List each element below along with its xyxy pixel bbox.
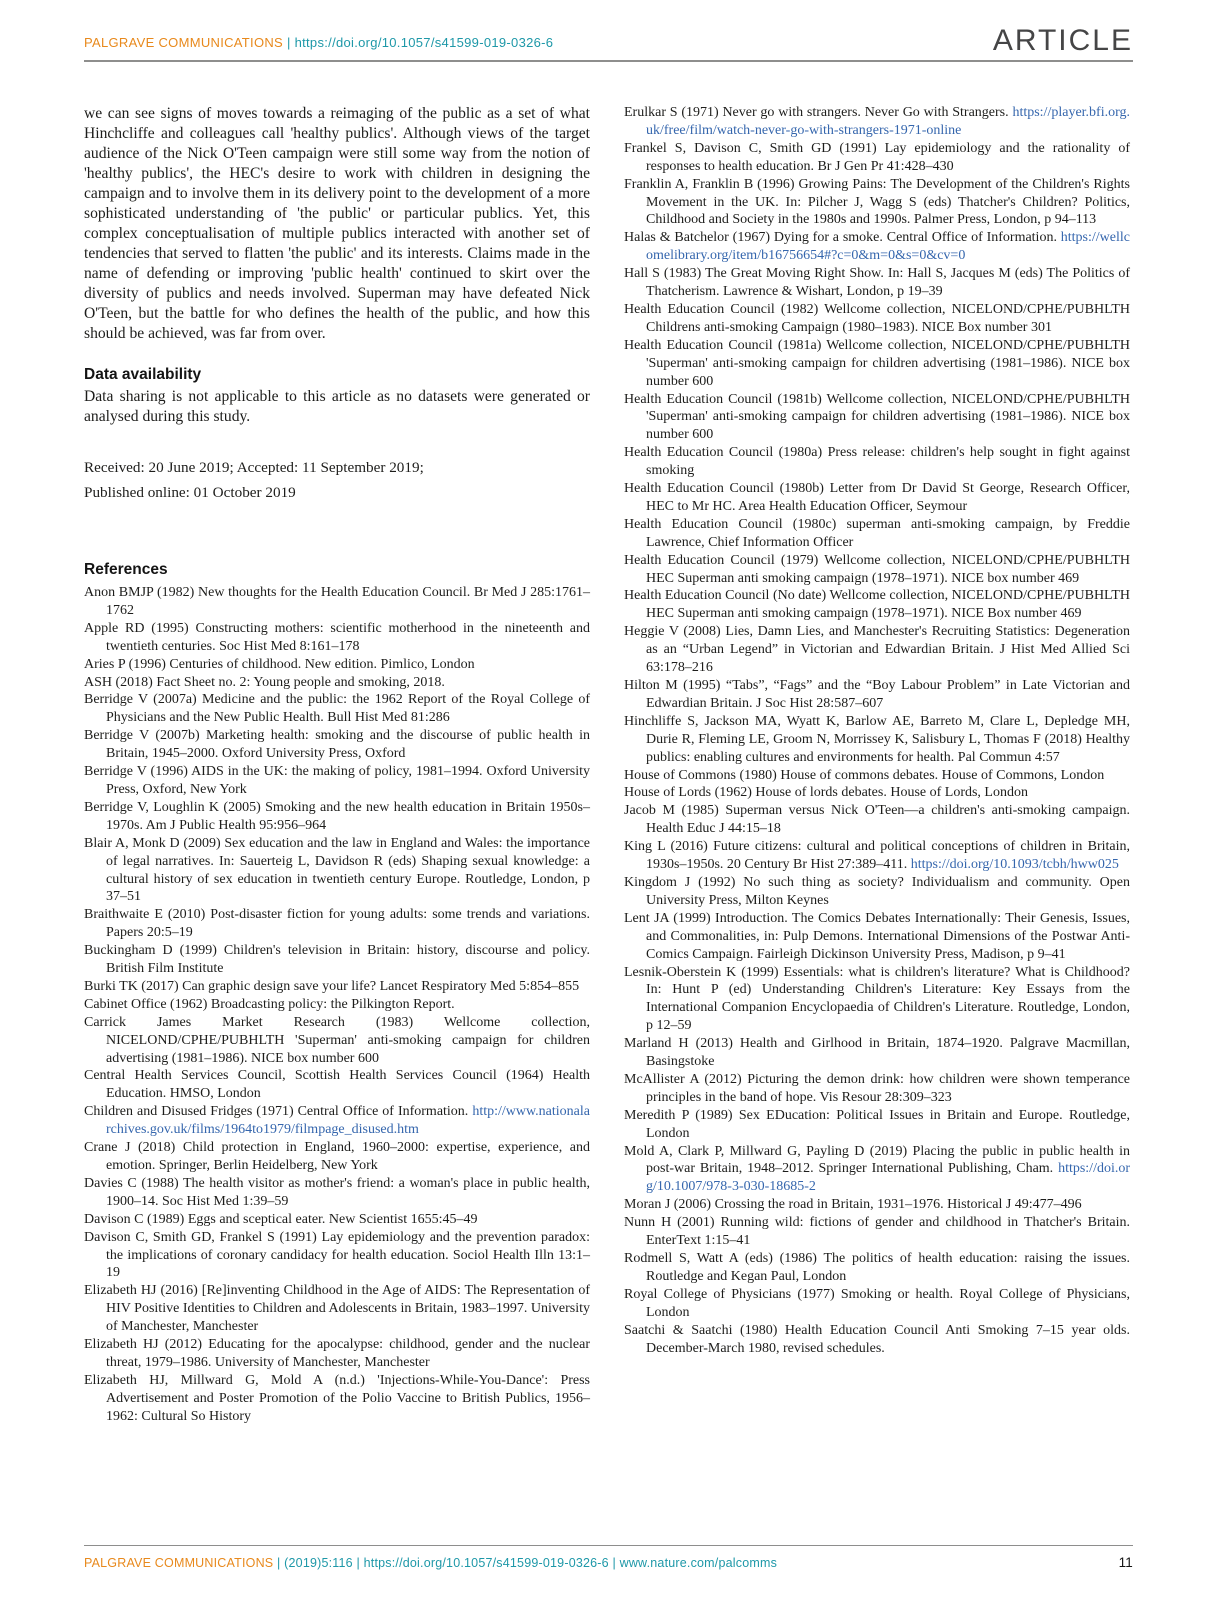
reference-link[interactable]: https://doi.org/10.1093/tcbh/hww025 [910,857,1119,873]
reference-item [624,874,1130,910]
reference-text: Saatchi & Saatchi (1980) Health Education Council Anti Smoking 7–15 year olds. December-March 1980, revised schedules. [624,1322,1130,1356]
reference-text: Lesnik-Oberstein K (1999) Essentials: what is children's literature? What is Childhood? In: Hunt P (ed) Understanding Children's Literature: Key Essays from the International Companion Encyclopaedia of Children's Literature. Routledge, London, p 12–59 [624,964,1130,1034]
reference-item [84,942,590,978]
reference-item [624,480,1130,516]
page-header [84,26,1133,56]
references-left-list [84,584,590,1426]
left-column [84,104,590,1426]
reference-text: Marland H (2013) Health and Girlhood in Britain, 1874–1920. Palgrave Macmillan, Basingstoke [624,1036,1130,1070]
reference-text: Apple RD (1995) Constructing mothers: scientific motherhood in the nineteenth and twentieth centuries. Soc Hist Med 8:161–178 [84,620,590,654]
reference-item [84,1336,590,1372]
reference-text: Frankel S, Davison C, Smith GD (1991) Lay epidemiology and the rationality of responses to health education. Br J Gen Pr 41:428–430 [624,140,1130,174]
reference-text: Berridge V (1996) AIDS in the UK: the making of policy, 1981–1994. Oxford University Press, Oxford, New York [84,764,590,797]
reference-text: Elizabeth HJ (2016) [Re]inventing Childhood in the Age of AIDS: The Representation of HIV Positive Identities to Children and Adolescents in Britain, 1983–1997. University of Manchester, Manchester [84,1283,590,1335]
reference-text: Davison C (1989) Eggs and sceptical eater. New Scientist 1655:45–49 [84,1211,478,1227]
reference-text: Halas & Batchelor (1967) Dying for a smoke. Central Office of Information. [624,230,1057,246]
reference-item [84,1372,590,1426]
reference-item [84,1211,590,1229]
reference-text: Carrick James Market Research (1983) Wellcome collection, NICELOND/CPHE/PUBHLTH 'Superman' anti-smoking campaign for children advertising (1981–1986). NICE box number 600 [84,1014,590,1066]
published-online-line: Published online: 01 October 2019 [84,484,296,501]
reference-item [84,835,590,907]
header-journal-line [84,35,553,56]
reference-item [624,140,1130,176]
reference-item [624,1322,1130,1358]
header-doi-link[interactable]: https://doi.org/10.1057/s41599-019-0326-6 [294,35,554,50]
reference-text: Health Education Council (1981b) Wellcome collection, NICELOND/CPHE/PUBHLTH 'Superman' anti-smoking campaign for children advertising (1981–1986). NICE box number 600 [624,391,1130,443]
page-footer [84,1545,1133,1570]
reference-text: Berridge V, Loughlin K (2005) Smoking and the new health education in Britain 1950s–1970s. Am J Public Health 95:956–964 [84,799,590,833]
reference-text: Erulkar S (1971) Never go with strangers. Never Go with Strangers. [624,105,1009,120]
reference-text: Cabinet Office (1962) Broadcasting policy: the Pilkington Report. [84,996,455,1012]
reference-text: Meredith P (1989) Sex EDucation: Political Issues in Britain and Europe. Routledge, London [624,1107,1130,1141]
data-availability-text: Data sharing is not applicable to this article as no datasets were generated or analysed during this study. [84,388,590,425]
reference-text: Health Education Council (1982) Wellcome collection, NICELOND/CPHE/PUBHLTH Childrens anti-smoking Campaign (1980–1983). NICE Box number 301 [624,301,1130,335]
reference-text: Anon BMJP (1982) New thoughts for the Health Education Council. Br Med J 285:1761–1762 [84,585,590,618]
reference-item [84,691,590,727]
reference-item [624,713,1130,767]
reference-text: Royal College of Physicians (1977) Smoking or health. Royal College of Physicians, London [624,1286,1130,1320]
reference-item [624,910,1130,964]
reference-text: Children and Disused Fridges (1971) Central Office of Information. [84,1104,469,1120]
reference-text: Jacob M (1985) Superman versus Nick O'Teen—a children's anti-smoking campaign. Health Educ J 44:15–18 [624,803,1130,837]
reference-item [84,1014,590,1068]
footer-citation: | (2019)5:116 | https://doi.org/10.1057/s41599-019-0326-6 | www.nature.com/palcomms [277,1556,778,1570]
reference-text: Berridge V (2007b) Marketing health: smoking and the discourse of public health in Britain, 1945–2000. Oxford University Press, Oxford [84,728,590,762]
reference-text: Davison C, Smith GD, Frankel S (1991) Lay epidemiology and the prevention paradox: the implications of coronary candidacy for health education. Sociol Health Illn 13:1–19 [84,1229,590,1281]
references-right-list [624,104,1130,1357]
reference-text: Berridge V (2007a) Medicine and the public: the 1962 Report of the Royal College of Physicians and the New Public Health. Bull Hist Med 81:286 [84,692,590,726]
reference-item [624,104,1130,140]
footer-row [84,1555,1133,1570]
page-number: 11 [1118,1555,1133,1570]
publication-dates [84,455,590,505]
reference-item [84,1229,590,1283]
reference-link[interactable]: https://wellcomelibrary.org/item/b16756654#?c=0&m=0&s=0&cv=0 [646,230,1130,264]
references-heading: References [84,561,168,578]
reference-text: Health Education Council (1980a) Press release: children's help sought in fight against smoking [624,445,1130,479]
reference-item [624,587,1130,623]
header-rule [84,60,1133,62]
reference-text: Kingdom J (1992) No such thing as society? Individualism and community. Open University Press, Milton Keynes [624,874,1130,908]
reference-item [624,176,1130,230]
reference-item [624,444,1130,480]
reference-item [84,1067,590,1103]
footer-citation-line [84,1556,777,1570]
reference-item [624,1071,1130,1107]
reference-text: Health Education Council (1979) Wellcome collection, NICELOND/CPHE/PUBHLTH HEC Superman anti smoking campaign (1978–1971). NICE box number 469 [624,552,1130,586]
reference-item [624,229,1130,265]
reference-item [84,620,590,656]
reference-item [624,552,1130,588]
reference-item [84,656,590,674]
reference-item [624,301,1130,337]
reference-item [624,265,1130,301]
reference-item [624,391,1130,445]
reference-text: Health Education Council (1980c) superman anti-smoking campaign, by Freddie Lawrence, Chief Information Officer [624,516,1130,550]
reference-item [84,727,590,763]
reference-text: Blair A, Monk D (2009) Sex education and the law in England and Wales: the importance of legal narratives. In: Sauerteig L, Davidson R (eds) Shaping sexual knowledge: a cultural history of sex education in twentieth century Europe. Routledge, London, p 37–51 [84,835,590,905]
reference-text: Health Education Council (No date) Wellcome collection, NICELOND/CPHE/PUBHLTH HEC Superman anti smoking campaign (1978–1971). NICE Box number 469 [624,588,1130,622]
reference-text: Health Education Council (1981a) Wellcome collection, NICELOND/CPHE/PUBHLTH 'Superman' anti-smoking campaign for children advertising (1981–1986). NICE box number 600 [624,337,1130,389]
reference-text: Elizabeth HJ, Millward G, Mold A (n.d.) 'Injections-While-You-Dance': Press Advertisement and Poster Promotion of the Polio Vaccine to British Publics, 1956–1962: Cultural So History [84,1372,590,1424]
reference-text: Central Health Services Council, Scottish Health Services Council (1964) Health Education. HMSO, London [84,1068,590,1102]
reference-text: Moran J (2006) Crossing the road in Britain, 1931–1976. Historical J 49:477–496 [624,1197,1082,1213]
two-column-body [84,104,1133,1426]
reference-text: Elizabeth HJ (2012) Educating for the apocalypse: childhood, gender and the nuclear threat, 1979–1986. University of Manchester, Manchester [84,1337,590,1370]
reference-text: Franklin A, Franklin B (1996) Growing Pains: The Development of the Children's Rights Movement in the UK. In: Pilcher J, Wagg S (eds) Thatcher's Children? Politics, Childhood and Society in the 1980s and 1990s. Palmer Press, London, p 94–113 [624,176,1130,228]
reference-item [84,763,590,799]
closing-paragraph: we can see signs of moves towards a reimaging of the public as a set of what Hinchcliffe and colleagues call 'healthy publics'. Although views of the target audience of the Nick O'Teen campaign were still some way from the notion of 'healthy publics', the HEC's desire to work with children in designing the campaign and to involve them in its delivery point to the development of a more sophisticated understanding of 'the public' or particular publics. Yet, this complex conceptualisation of multiple publics interacted with another set of tendencies that served to flatten 'the public' and its interests. Claims made in the name of defending or improving 'public health' continued to skirt over the diversity of publics and needs involved. Superman may have defeated Nick O'Teen, but the battle for who defines the health of the public, and how this should be achieved, was far from over. [84,105,590,342]
reference-text: House of Lords (1962) House of lords debates. House of Lords, London [624,785,1028,801]
reference-text: Burki TK (2017) Can graphic design save your life? Lancet Respiratory Med 5:854–855 [84,978,580,994]
reference-text: King L (2016) Future citizens: cultural and political conceptions of children in Britain, 1930s–1950s. 20 Century Br Hist 27:389–411. [624,839,1130,873]
reference-text: House of Commons (1980) House of commons debates. House of Commons, London [624,767,1105,783]
reference-text: Crane J (2018) Child protection in England, 1960–2000: expertise, experience, and emotion. Springer, Berlin Heidelberg, New York [84,1140,590,1173]
reference-item [84,978,590,996]
received-accepted-line: Received: 20 June 2019; Accepted: 11 September 2019; [84,459,424,476]
reference-item [624,1035,1130,1071]
reference-text: McAllister A (2012) Picturing the demon drink: how children were shown temperance principles in the band of hope. Vis Resour 28:309–323 [624,1071,1130,1105]
reference-item [624,1143,1130,1197]
reference-item [84,1175,590,1211]
reference-item [624,964,1130,1036]
reference-item [624,838,1130,874]
reference-text: Davies C (1988) The health visitor as mother's friend: a woman's place in public health, 1900–14. Soc Hist Med 1:39–59 [84,1175,590,1209]
reference-text: Hinchliffe S, Jackson MA, Wyatt K, Barlow AE, Barreto M, Clare L, Depledge MH, Durie R, Fleming LE, Groom N, Morrissey K, Salisbury L, Thomas F (2018) Healthy publics: enabling cultures and environments for health. Pal Commun 4:57 [624,713,1130,765]
reference-item [84,1103,590,1139]
reference-link[interactable]: http://www.nationalarchives.gov.uk/films/1964to1979/filmpage_disused.htm [106,1104,590,1138]
reference-text: Aries P (1996) Centuries of childhood. New edition. Pimlico, London [84,656,475,672]
reference-item [624,677,1130,713]
reference-text: Nunn H (2001) Running wild: fictions of gender and childhood in Thatcher's Britain. EnterText 1:15–41 [624,1215,1130,1249]
reference-text: Buckingham D (1999) Children's television in Britain: history, discourse and policy. British Film Institute [84,943,590,977]
reference-text: ASH (2018) Fact Sheet no. 2: Young people and smoking, 2018. [84,674,445,690]
reference-item [624,767,1130,785]
reference-item [84,584,590,620]
reference-item [624,1196,1130,1214]
reference-text: Mold A, Clark P, Millward G, Payling D (2019) Placing the public in public health in post-war Britain, 1948–2012. Springer International Publishing, Cham. [624,1143,1130,1177]
reference-item [84,674,590,692]
reference-text: Hall S (1983) The Great Moving Right Show. In: Hall S, Jacques M (eds) The Politics of Thatcherism. Lawrence & Wishart, London, p 19–39 [624,266,1130,300]
reference-link[interactable]: https://doi.org/10.1007/978-3-030-18685-2 [646,1161,1131,1195]
reference-item [624,1286,1130,1322]
reference-item [624,1214,1130,1250]
header-separator: | [286,35,291,50]
reference-item [624,337,1130,391]
data-availability-heading: Data availability [84,366,202,383]
reference-item [624,784,1130,802]
journal-name: PALGRAVE COMMUNICATIONS [84,35,284,50]
reference-item [624,1250,1130,1286]
reference-link[interactable]: https://player.bfi.org.uk/free/film/watch-never-go-with-strangers-1971-online [646,105,1131,138]
reference-text: Heggie V (2008) Lies, Damn Lies, and Manchester's Recruiting Statistics: Degeneration as an “Urban Legend” in Victorian and Edwardian Britain. J Hist Med Allied Sci 63:178–216 [624,624,1130,676]
reference-text: Lent JA (1999) Introduction. The Comics Debates Internationally: Their Genesis, Issues, and Commonalities, in: Pulp Demons. International Dimensions of the Postwar Anti-Comics Campaign. Fairleigh Dickinson University Press, Madison, p 9–41 [624,910,1130,962]
reference-item [84,799,590,835]
reference-item [624,802,1130,838]
reference-item [624,623,1130,677]
reference-text: Rodmell S, Watt A (eds) (1986) The politics of health education: raising the issues. Routledge and Kegan Paul, London [624,1251,1130,1284]
reference-item [624,1107,1130,1143]
reference-item [84,1282,590,1336]
reference-item [84,996,590,1014]
reference-text: Hilton M (1995) “Tabs”, “Fags” and the “Boy Labour Problem” in Late Victorian and Edwardian Britain. J Soc Hist 28:587–607 [624,678,1130,711]
reference-text: Health Education Council (1980b) Letter from Dr David St George, Research Officer, HEC to Mr HC. Area Health Education Officer, Seymour [624,481,1130,514]
right-column [624,104,1130,1426]
reference-item [84,1139,590,1175]
footer-journal-name: PALGRAVE COMMUNICATIONS [84,1556,274,1570]
reference-item [84,906,590,942]
article-type-label: ARTICLE [992,24,1133,57]
reference-text: Braithwaite E (2010) Post-disaster fiction for young adults: some trends and variations. Papers 20:5–19 [84,907,590,941]
reference-item [624,516,1130,552]
